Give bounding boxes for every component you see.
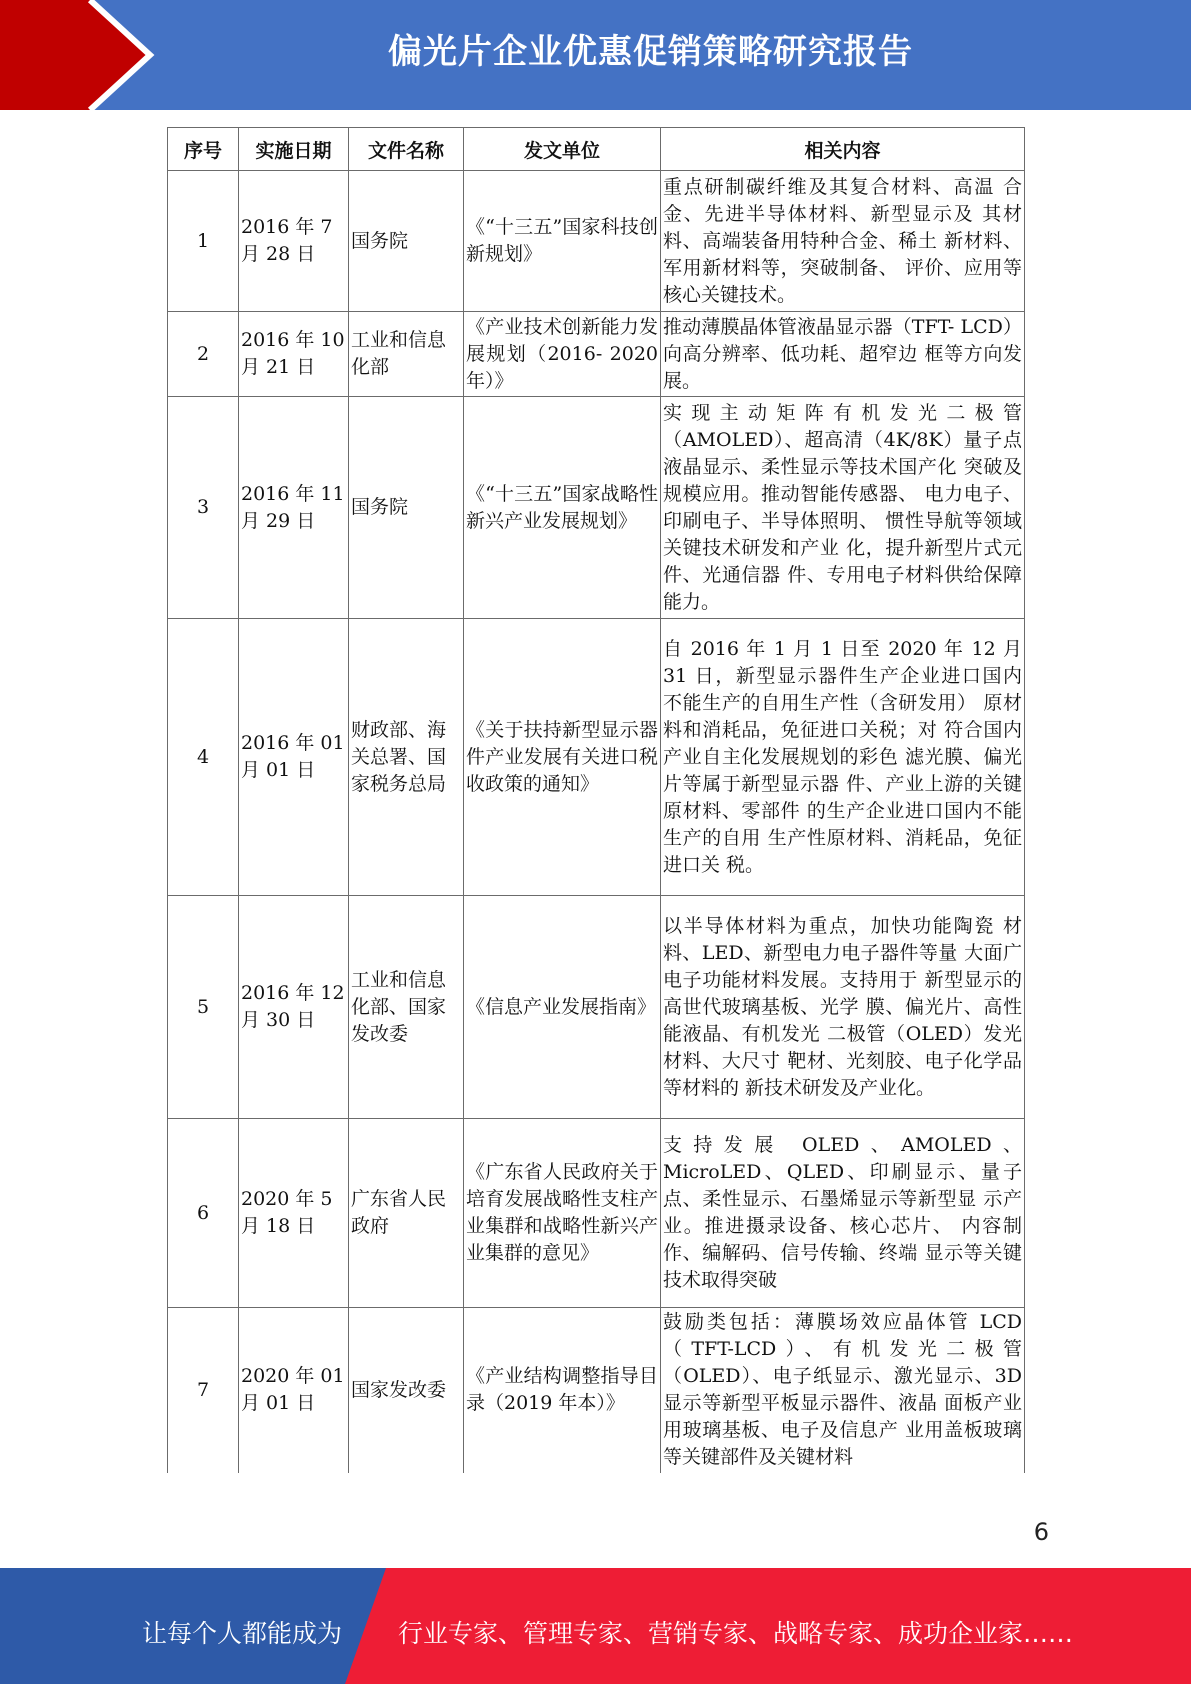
cell-no: 6	[168, 1119, 239, 1308]
cell-date: 2016 年 7 月 28 日	[239, 171, 349, 312]
cell-content: 以半导体材料为重点，加快功能陶瓷 材料、LED、新型电力电子器件等量 大面广电子功能材料发展。支持用于 新型显示的高世代玻璃基板、光学 膜、偏光片、高性能液晶、有机发光 二极管（OLED）发光材料、大尺寸 靶材、光刻胶、电子化学品等材料的 新技术研发及产业化。	[661, 896, 1025, 1119]
table-header-row	[168, 128, 1025, 171]
table-row	[168, 896, 1025, 1119]
report-title: 偏光片企业优惠促销策略研究报告	[388, 32, 913, 72]
table-row	[168, 1119, 1025, 1308]
footer-slogan-right: 行业专家、管理专家、营销专家、战略专家、成功企业家……	[398, 1619, 1074, 1648]
cell-content: 实现主动矩阵有机发光二极管（AMOLED）、超高清（4K/8K）量子点液晶显示、柔性显示等技术国产化 突破及规模应用。推动智能传感器、 电力电子、印刷电子、半导体照明、 惯性导航等领域关键技术研发和产业 化，提升新型片式元件、光通信器 件、专用电子材料供给保障能力。	[661, 397, 1025, 619]
cell-name: 财政部、海关总署、国家税务总局	[349, 619, 464, 896]
page-footer	[0, 1568, 1191, 1684]
cell-name: 广东省人民政府	[349, 1119, 464, 1308]
cell-issuer: 《“十三五”国家科技创新规划》	[464, 171, 661, 312]
header-issuer: 发文单位	[464, 128, 661, 171]
cell-name: 国家发改委	[349, 1308, 464, 1473]
cell-issuer: 《广东省人民政府关于培育发展战略性支柱产业集群和战略性新兴产业集群的意见》	[464, 1119, 661, 1308]
cell-content: 支持发展 OLED、AMOLED、MicroLED、QLED、印刷显示、量子 点、柔性显示、石墨烯显示等新型显 示产业。推进摄录设备、核心芯片、 内容制作、编解码、信号传输、终端 显示等关键技术取得突破	[661, 1119, 1025, 1308]
footer-slogan-left: 让每个人都能成为	[142, 1619, 343, 1648]
cell-issuer: 《信息产业发展指南》	[464, 896, 661, 1119]
cell-content: 推动薄膜晶体管液晶显示器（TFT- LCD）向高分辨率、低功耗、超窄边 框等方向发展。	[661, 312, 1025, 397]
cell-content: 自 2016 年 1 月 1 日至 2020 年 12 月 31 日，新型显示器件生产企业进口国内 不能生产的自用生产性（含研发用） 原材料和消耗品，免征进口关税；对 符合国内产业自主化发展规划的彩色 滤光膜、偏光片等属于新型显示器 件、产业上游的关键原材料、零部件 的生产企业进口国内不能生产的自用 生产性原材料、消耗品，免征进口关 税。	[661, 619, 1025, 896]
header-content: 相关内容	[661, 128, 1025, 171]
cell-no: 1	[168, 171, 239, 312]
header-date: 实施日期	[239, 128, 349, 171]
cell-issuer: 《关于扶持新型显示器件产业发展有关进口税收政策的通知》	[464, 619, 661, 896]
cell-date: 2016 年 12 月 30 日	[239, 896, 349, 1119]
table-row	[168, 312, 1025, 397]
cell-date: 2016 年 11 月 29 日	[239, 397, 349, 619]
header-no: 序号	[168, 128, 239, 171]
cell-content: 重点研制碳纤维及其复合材料、高温 合金、先进半导体材料、新型显示及 其材料、高端装备用特种合金、稀土 新材料、军用新材料等，突破制备、 评价、应用等核心关键技术。	[661, 171, 1025, 312]
cell-name: 国务院	[349, 397, 464, 619]
page-header	[0, 0, 1191, 110]
cell-issuer: 《产业技术创新能力发展规划（2016- 2020 年）》	[464, 312, 661, 397]
cell-date: 2020 年 01 月 01 日	[239, 1308, 349, 1473]
cell-no: 7	[168, 1308, 239, 1473]
cell-no: 3	[168, 397, 239, 619]
cell-issuer: 《“十三五”国家战略性新兴产业发展规划》	[464, 397, 661, 619]
cell-date: 2020 年 5 月 18 日	[239, 1119, 349, 1308]
cell-no: 2	[168, 312, 239, 397]
table-row	[168, 1308, 1025, 1473]
table-row	[168, 397, 1025, 619]
cell-no: 5	[168, 896, 239, 1119]
cell-name: 工业和信息化部、国家发改委	[349, 896, 464, 1119]
cell-name: 工业和信息化部	[349, 312, 464, 397]
table-row	[168, 619, 1025, 896]
cell-name: 国务院	[349, 171, 464, 312]
cell-no: 4	[168, 619, 239, 896]
cell-date: 2016 年 01 月 01 日	[239, 619, 349, 896]
cell-date: 2016 年 10 月 21 日	[239, 312, 349, 397]
cell-content: 鼓励类包括：薄膜场效应晶体管 LCD（TFT-LCD）、有机发光二极管（OLED）、电子纸显示、激光显示、3D 显示等新型平板显示器件、液晶 面板产业用玻璃基板、电子及信息产 业用盖板玻璃等关键部件及关键材料	[661, 1308, 1025, 1473]
header-name: 文件名称	[349, 128, 464, 171]
table-row	[168, 171, 1025, 312]
cell-issuer: 《产业结构调整指导目录（2019 年本）》	[464, 1308, 661, 1473]
page-number: 6	[1033, 1518, 1049, 1546]
policy-table	[167, 127, 1025, 1473]
